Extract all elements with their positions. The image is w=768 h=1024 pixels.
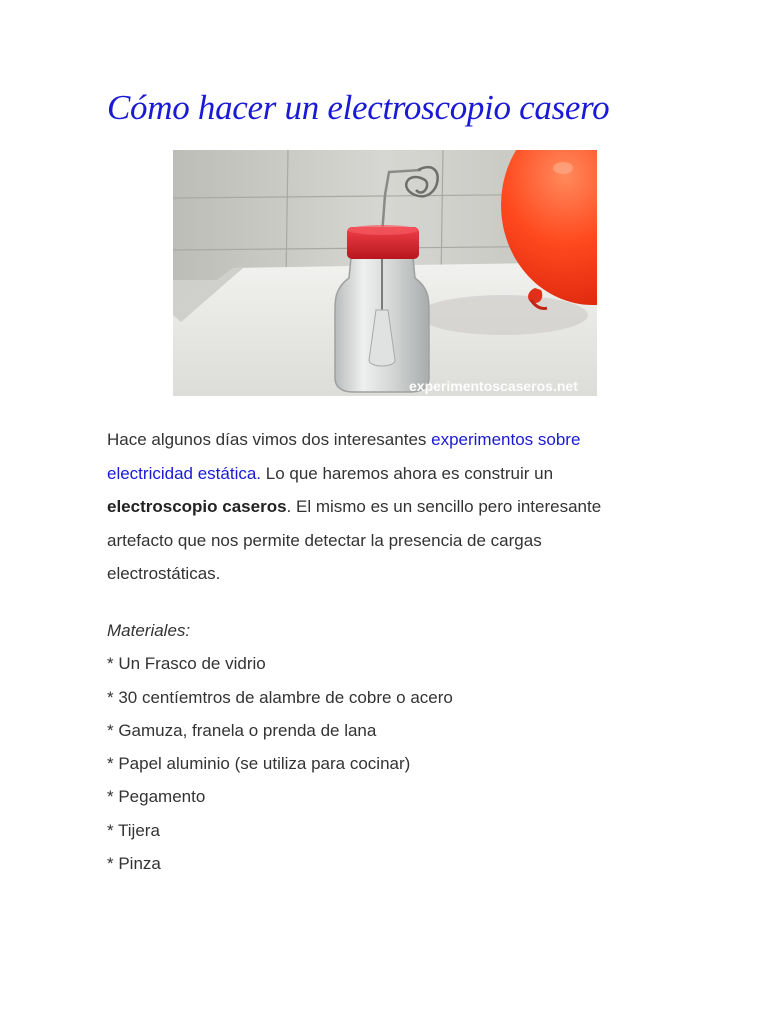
- static-electricity-link[interactable]: experimentos sobre electricidad estática.: [107, 430, 581, 483]
- list-item: * Un Frasco de vidrio: [107, 654, 266, 674]
- list-item: * Gamuza, franela o prenda de lana: [107, 720, 377, 740]
- intro-paragraph: [107, 423, 647, 591]
- materials-list: [107, 614, 647, 880]
- list-item: * Pegamento: [107, 787, 206, 807]
- list-item: * Tijera: [107, 820, 160, 840]
- materials-heading: Materiales:: [107, 621, 191, 640]
- article-photo: [173, 150, 597, 396]
- image-watermark: experimentoscaseros.net: [409, 378, 578, 394]
- list-item: * Pinza: [107, 854, 161, 874]
- article-title: Cómo hacer un electroscopio casero: [107, 88, 610, 127]
- intro-text-1: Hace algunos días vimos dos interesantes: [107, 430, 432, 449]
- list-item: * Papel aluminio (se utiliza para cocinar): [107, 754, 411, 774]
- list-item: * 30 centíemtros de alambre de cobre o acero: [107, 687, 453, 707]
- intro-text-2: Lo que haremos ahora es construir un: [261, 463, 554, 483]
- intro-bold-term: electroscopio caseros: [107, 497, 287, 516]
- intro-text-3: . El mismo es un sencillo pero interesante artefacto que nos permite detectar la presencia de cargas electrostáticas.: [107, 497, 602, 583]
